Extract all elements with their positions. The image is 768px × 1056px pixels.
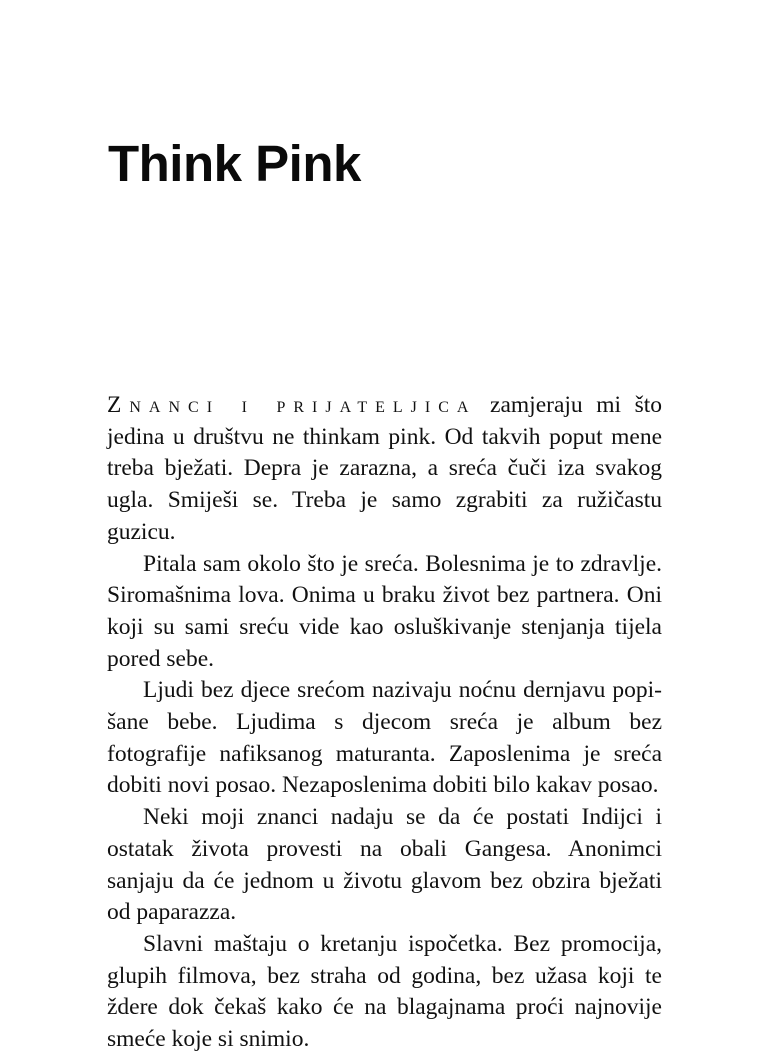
lead-in-small-caps: Znanci i prijateljica [107, 392, 477, 418]
paragraph-3: Ljudi bez djece srećom nazivaju noćnu dernjavu popišane bebe. Ljudima s djecom sreća je album bez fotografije nafiksanog maturanta. Zaposlenima je sreća dobiti novi posao. Nezaposlenima dobiti bilo kakav posao. [107, 677, 662, 799]
paragraph-2: Pitala sam okolo što je sreća. Bolesnima je to zdravlje. Siromašnima lova. Onima u braku život bez partnera. Oni koji su sami sreću vide kao osluškivanje stenjanja tijela pored sebe. [107, 550, 662, 672]
paragraph-5: Slavni maštaju o kretanju ispočetka. Bez promocija, glupih filmova, bez straha od godina, bez užasa koji te ždere dok čekaš kako će na blagajnama proći najnovije smeće koje si snimio. [107, 930, 662, 1053]
paragraph-1 [107, 390, 662, 549]
paragraph-4: Neki moji znanci nadaju se da će postati Indijci i ostatak života provesti na obali Gangesa. Anonimci sanjaju da će jednom u životu glavom bez obzira bježati od paparazza. [107, 804, 662, 926]
chapter-title: Think Pink [108, 135, 361, 192]
chapter-body [107, 390, 662, 1056]
paragraph-1-text: zamjeraju mi što jedina u društvu ne thinkam pink. Od takvih poput mene treba bježati. Depra je zarazna, a sreća čuči iza svakog ugla. Smiješi se. Treba je samo zgrabiti za ružičastu guzicu. [107, 392, 662, 545]
